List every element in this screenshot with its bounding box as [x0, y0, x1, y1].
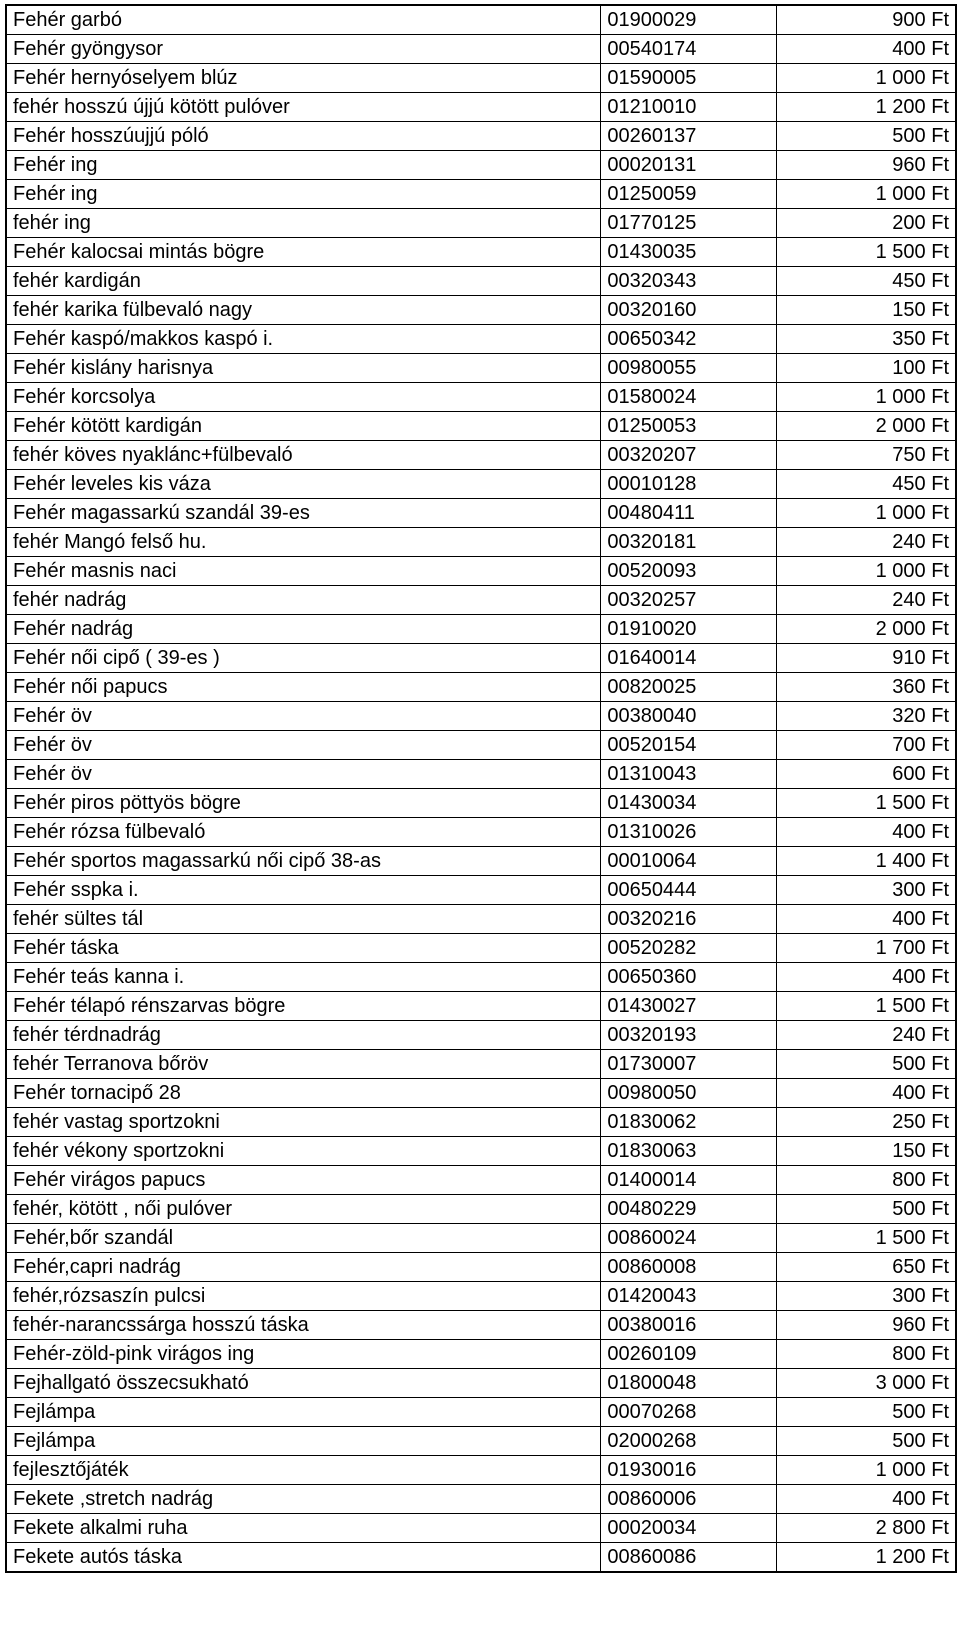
item-name-cell: Fehér öv	[6, 760, 601, 789]
item-code-cell: 00860006	[601, 1485, 777, 1514]
item-name-cell: fehér vastag sportzokni	[6, 1108, 601, 1137]
item-name-cell: fehér térdnadrág	[6, 1021, 601, 1050]
item-price-cell: 600 Ft	[776, 760, 956, 789]
item-code-cell: 00320207	[601, 441, 777, 470]
table-row	[6, 789, 956, 818]
item-name-cell: Fehér öv	[6, 702, 601, 731]
item-name-cell: Fehér-zöld-pink virágos ing	[6, 1340, 601, 1369]
item-price-cell: 450 Ft	[776, 267, 956, 296]
table-row	[6, 1427, 956, 1456]
table-row	[6, 1166, 956, 1195]
item-code-cell: 01830063	[601, 1137, 777, 1166]
table-row	[6, 93, 956, 122]
item-name-cell: Fehér hosszúujjú póló	[6, 122, 601, 151]
item-price-cell: 200 Ft	[776, 209, 956, 238]
table-row	[6, 1311, 956, 1340]
item-price-cell: 700 Ft	[776, 731, 956, 760]
item-code-cell: 01640014	[601, 644, 777, 673]
table-row	[6, 1282, 956, 1311]
price-list-table	[5, 4, 957, 1573]
item-name-cell: Fehér női papucs	[6, 673, 601, 702]
item-name-cell: fehér ing	[6, 209, 601, 238]
item-price-cell: 1 000 Ft	[776, 383, 956, 412]
item-price-cell: 2 800 Ft	[776, 1514, 956, 1543]
item-price-cell: 2 000 Ft	[776, 615, 956, 644]
item-name-cell: Fejhallgató összecsukható	[6, 1369, 601, 1398]
table-row	[6, 1021, 956, 1050]
item-price-cell: 400 Ft	[776, 818, 956, 847]
item-code-cell: 01930016	[601, 1456, 777, 1485]
table-row	[6, 267, 956, 296]
item-name-cell: Fejlámpa	[6, 1398, 601, 1427]
item-price-cell: 150 Ft	[776, 296, 956, 325]
item-price-cell: 1 500 Ft	[776, 992, 956, 1021]
item-price-cell: 360 Ft	[776, 673, 956, 702]
item-price-cell: 240 Ft	[776, 1021, 956, 1050]
item-price-cell: 500 Ft	[776, 1398, 956, 1427]
item-price-cell: 400 Ft	[776, 35, 956, 64]
item-name-cell: fehér Mangó felső hu.	[6, 528, 601, 557]
table-row	[6, 325, 956, 354]
item-name-cell: fehér hosszú újjú kötött pulóver	[6, 93, 601, 122]
table-row	[6, 470, 956, 499]
table-row	[6, 412, 956, 441]
table-row	[6, 296, 956, 325]
item-code-cell: 00860008	[601, 1253, 777, 1282]
table-row	[6, 586, 956, 615]
table-row	[6, 818, 956, 847]
table-row	[6, 905, 956, 934]
item-name-cell: Fehér sspka i.	[6, 876, 601, 905]
item-name-cell: Fehér tornacipő 28	[6, 1079, 601, 1108]
table-row	[6, 1543, 956, 1573]
item-code-cell: 00540174	[601, 35, 777, 64]
table-row	[6, 238, 956, 267]
table-row	[6, 35, 956, 64]
item-code-cell: 00320160	[601, 296, 777, 325]
item-code-cell: 00650342	[601, 325, 777, 354]
item-name-cell: Fehér ing	[6, 151, 601, 180]
item-price-cell: 240 Ft	[776, 528, 956, 557]
table-row	[6, 992, 956, 1021]
item-name-cell: Fehér,bőr szandál	[6, 1224, 601, 1253]
item-code-cell: 00650444	[601, 876, 777, 905]
item-code-cell: 00320343	[601, 267, 777, 296]
item-name-cell: Fehér teás kanna i.	[6, 963, 601, 992]
item-price-cell: 960 Ft	[776, 151, 956, 180]
item-name-cell: Fehér virágos papucs	[6, 1166, 601, 1195]
item-code-cell: 01400014	[601, 1166, 777, 1195]
item-code-cell: 00260137	[601, 122, 777, 151]
item-name-cell: Fehér női cipő ( 39-es )	[6, 644, 601, 673]
item-price-cell: 800 Ft	[776, 1340, 956, 1369]
item-price-cell: 350 Ft	[776, 325, 956, 354]
table-row	[6, 209, 956, 238]
table-row	[6, 1456, 956, 1485]
item-name-cell: fehér,rózsaszín pulcsi	[6, 1282, 601, 1311]
item-code-cell: 01590005	[601, 64, 777, 93]
item-price-cell: 1 000 Ft	[776, 1456, 956, 1485]
table-row	[6, 1340, 956, 1369]
table-row	[6, 1253, 956, 1282]
table-row	[6, 1079, 956, 1108]
item-price-cell: 150 Ft	[776, 1137, 956, 1166]
item-price-cell: 1 700 Ft	[776, 934, 956, 963]
item-code-cell: 00980055	[601, 354, 777, 383]
item-name-cell: Fehér sportos magassarkú női cipő 38-as	[6, 847, 601, 876]
table-row	[6, 1137, 956, 1166]
item-name-cell: Fejlámpa	[6, 1427, 601, 1456]
item-code-cell: 01420043	[601, 1282, 777, 1311]
table-row	[6, 383, 956, 412]
table-row	[6, 847, 956, 876]
item-price-cell: 750 Ft	[776, 441, 956, 470]
table-row	[6, 673, 956, 702]
item-code-cell: 00320216	[601, 905, 777, 934]
item-code-cell: 00010064	[601, 847, 777, 876]
table-row	[6, 1369, 956, 1398]
item-name-cell: Fehér kaspó/makkos kaspó i.	[6, 325, 601, 354]
item-price-cell: 1 000 Ft	[776, 180, 956, 209]
item-name-cell: Fekete ,stretch nadrág	[6, 1485, 601, 1514]
item-code-cell: 00860086	[601, 1543, 777, 1573]
item-code-cell: 01900029	[601, 5, 777, 35]
item-code-cell: 02000268	[601, 1427, 777, 1456]
item-name-cell: fehér, kötött , női pulóver	[6, 1195, 601, 1224]
item-price-cell: 500 Ft	[776, 1427, 956, 1456]
table-row	[6, 499, 956, 528]
item-code-cell: 00380040	[601, 702, 777, 731]
item-price-cell: 650 Ft	[776, 1253, 956, 1282]
table-row	[6, 180, 956, 209]
table-row	[6, 615, 956, 644]
item-name-cell: fehér-narancssárga hosszú táska	[6, 1311, 601, 1340]
item-name-cell: Fehér masnis naci	[6, 557, 601, 586]
table-row	[6, 557, 956, 586]
item-name-cell: Fehér öv	[6, 731, 601, 760]
item-code-cell: 00260109	[601, 1340, 777, 1369]
table-row	[6, 64, 956, 93]
table-row	[6, 1108, 956, 1137]
item-code-cell: 01310026	[601, 818, 777, 847]
price-list-body	[6, 5, 956, 1572]
item-price-cell: 1 200 Ft	[776, 1543, 956, 1573]
item-price-cell: 1 200 Ft	[776, 93, 956, 122]
item-code-cell: 00020131	[601, 151, 777, 180]
item-name-cell: fehér karika fülbevaló nagy	[6, 296, 601, 325]
item-price-cell: 400 Ft	[776, 1485, 956, 1514]
table-row	[6, 1398, 956, 1427]
item-price-cell: 400 Ft	[776, 1079, 956, 1108]
item-code-cell: 00320257	[601, 586, 777, 615]
item-price-cell: 450 Ft	[776, 470, 956, 499]
item-code-cell: 00380016	[601, 1311, 777, 1340]
item-price-cell: 1 000 Ft	[776, 499, 956, 528]
item-name-cell: Fekete autós táska	[6, 1543, 601, 1573]
item-code-cell: 01430035	[601, 238, 777, 267]
table-row	[6, 441, 956, 470]
item-name-cell: Fehér hernyóselyem blúz	[6, 64, 601, 93]
item-name-cell: Fekete alkalmi ruha	[6, 1514, 601, 1543]
item-code-cell: 01800048	[601, 1369, 777, 1398]
table-row	[6, 760, 956, 789]
item-name-cell: Fehér gyöngysor	[6, 35, 601, 64]
item-price-cell: 1 000 Ft	[776, 557, 956, 586]
item-price-cell: 960 Ft	[776, 1311, 956, 1340]
item-price-cell: 100 Ft	[776, 354, 956, 383]
item-code-cell: 00650360	[601, 963, 777, 992]
item-code-cell: 00480411	[601, 499, 777, 528]
item-price-cell: 910 Ft	[776, 644, 956, 673]
item-code-cell: 00010128	[601, 470, 777, 499]
item-name-cell: Fehér kislány harisnya	[6, 354, 601, 383]
table-row	[6, 1514, 956, 1543]
table-row	[6, 731, 956, 760]
table-row	[6, 122, 956, 151]
item-price-cell: 1 500 Ft	[776, 238, 956, 267]
item-price-cell: 300 Ft	[776, 876, 956, 905]
item-price-cell: 800 Ft	[776, 1166, 956, 1195]
item-code-cell: 01580024	[601, 383, 777, 412]
item-code-cell: 00070268	[601, 1398, 777, 1427]
item-code-cell: 01210010	[601, 93, 777, 122]
table-row	[6, 1224, 956, 1253]
item-code-cell: 00820025	[601, 673, 777, 702]
item-price-cell: 500 Ft	[776, 122, 956, 151]
item-code-cell: 01730007	[601, 1050, 777, 1079]
item-name-cell: Fehér leveles kis váza	[6, 470, 601, 499]
table-row	[6, 934, 956, 963]
item-price-cell: 400 Ft	[776, 963, 956, 992]
table-row	[6, 354, 956, 383]
item-code-cell: 00980050	[601, 1079, 777, 1108]
table-row	[6, 1485, 956, 1514]
item-code-cell: 01910020	[601, 615, 777, 644]
item-code-cell: 00520282	[601, 934, 777, 963]
item-code-cell: 00860024	[601, 1224, 777, 1253]
table-row	[6, 876, 956, 905]
item-name-cell: fehér köves nyaklánc+fülbevaló	[6, 441, 601, 470]
item-code-cell: 01430027	[601, 992, 777, 1021]
item-name-cell: Fehér nadrág	[6, 615, 601, 644]
item-name-cell: fehér kardigán	[6, 267, 601, 296]
item-price-cell: 240 Ft	[776, 586, 956, 615]
item-name-cell: fehér Terranova bőröv	[6, 1050, 601, 1079]
item-price-cell: 3 000 Ft	[776, 1369, 956, 1398]
item-name-cell: Fehér ing	[6, 180, 601, 209]
item-price-cell: 1 500 Ft	[776, 1224, 956, 1253]
item-name-cell: fehér nadrág	[6, 586, 601, 615]
item-code-cell: 00020034	[601, 1514, 777, 1543]
table-row	[6, 5, 956, 35]
item-price-cell: 1 400 Ft	[776, 847, 956, 876]
table-row	[6, 702, 956, 731]
item-name-cell: Fehér kalocsai mintás bögre	[6, 238, 601, 267]
item-name-cell: Fehér táska	[6, 934, 601, 963]
item-name-cell: fehér sültes tál	[6, 905, 601, 934]
item-name-cell: Fehér korcsolya	[6, 383, 601, 412]
item-name-cell: Fehér magassarkú szandál 39-es	[6, 499, 601, 528]
item-price-cell: 1 000 Ft	[776, 64, 956, 93]
table-row	[6, 1050, 956, 1079]
item-code-cell: 01250059	[601, 180, 777, 209]
table-row	[6, 1195, 956, 1224]
item-price-cell: 900 Ft	[776, 5, 956, 35]
item-price-cell: 320 Ft	[776, 702, 956, 731]
item-name-cell: Fehér,capri nadrág	[6, 1253, 601, 1282]
table-row	[6, 151, 956, 180]
item-code-cell: 00520093	[601, 557, 777, 586]
item-code-cell: 01310043	[601, 760, 777, 789]
item-name-cell: fejlesztőjáték	[6, 1456, 601, 1485]
item-name-cell: Fehér rózsa fülbevaló	[6, 818, 601, 847]
item-price-cell: 400 Ft	[776, 905, 956, 934]
item-name-cell: Fehér piros pöttyös bögre	[6, 789, 601, 818]
item-price-cell: 500 Ft	[776, 1195, 956, 1224]
table-row	[6, 644, 956, 673]
item-price-cell: 250 Ft	[776, 1108, 956, 1137]
item-price-cell: 2 000 Ft	[776, 412, 956, 441]
item-code-cell: 00320193	[601, 1021, 777, 1050]
item-name-cell: Fehér télapó rénszarvas bögre	[6, 992, 601, 1021]
item-code-cell: 00480229	[601, 1195, 777, 1224]
item-code-cell: 00320181	[601, 528, 777, 557]
item-price-cell: 500 Ft	[776, 1050, 956, 1079]
item-name-cell: fehér vékony sportzokni	[6, 1137, 601, 1166]
item-price-cell: 1 500 Ft	[776, 789, 956, 818]
item-code-cell: 01830062	[601, 1108, 777, 1137]
table-row	[6, 963, 956, 992]
item-code-cell: 01770125	[601, 209, 777, 238]
item-name-cell: Fehér garbó	[6, 5, 601, 35]
item-price-cell: 300 Ft	[776, 1282, 956, 1311]
item-code-cell: 01250053	[601, 412, 777, 441]
item-code-cell: 00520154	[601, 731, 777, 760]
table-row	[6, 528, 956, 557]
item-code-cell: 01430034	[601, 789, 777, 818]
item-name-cell: Fehér kötött kardigán	[6, 412, 601, 441]
